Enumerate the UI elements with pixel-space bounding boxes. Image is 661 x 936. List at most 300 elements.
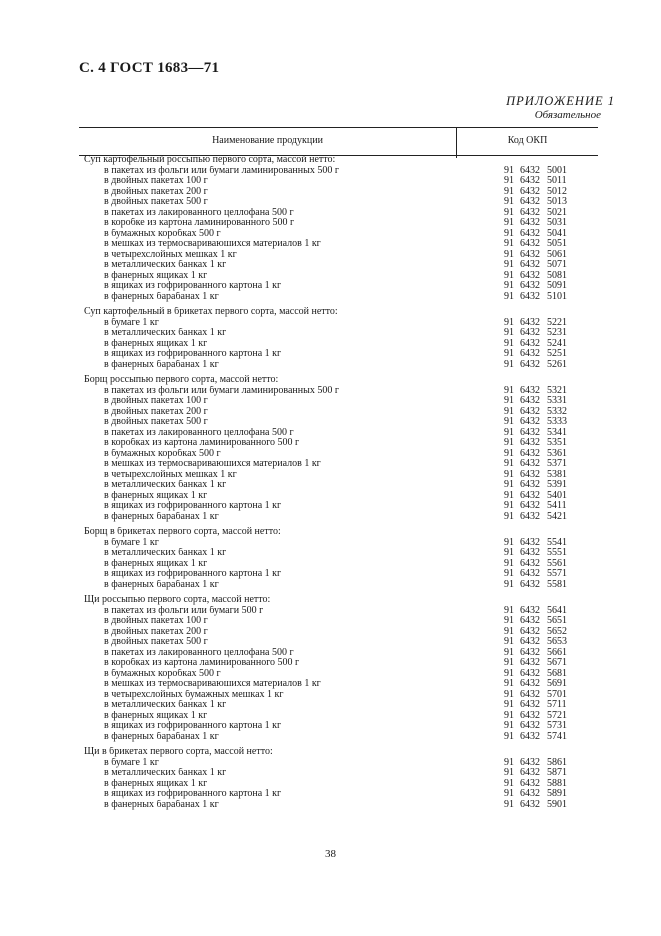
group-title-row xyxy=(84,527,574,538)
okp-code-part-2: 6432 xyxy=(520,699,540,710)
okp-code-part-2: 6432 xyxy=(520,175,540,186)
table-row xyxy=(84,438,574,449)
okp-code xyxy=(504,658,574,669)
okp-code-part-3: 5031 xyxy=(547,217,567,228)
table-row xyxy=(84,690,574,701)
table-row xyxy=(84,512,574,523)
product-name: в ящиках из гофрированного картона 1 кг xyxy=(104,501,282,511)
group-title-row xyxy=(84,307,574,318)
okp-code-part-1: 91 xyxy=(504,479,514,490)
okp-code-part-3: 5261 xyxy=(547,358,567,370)
product-name: в мешках из термосвариваюшихся материалов 1 кг xyxy=(104,459,321,469)
okp-code xyxy=(504,292,574,303)
okp-code-part-2: 6432 xyxy=(520,206,540,218)
product-name: в фанерных барабанах 1 кг xyxy=(104,731,219,742)
okp-code-part-1: 91 xyxy=(504,720,514,731)
table-row xyxy=(84,271,574,282)
okp-code xyxy=(504,459,574,470)
table-row xyxy=(84,239,574,250)
okp-code xyxy=(504,417,574,428)
okp-code-part-3: 5041 xyxy=(547,227,567,239)
okp-code-part-3: 5401 xyxy=(547,489,567,501)
okp-code-part-1: 91 xyxy=(504,316,514,328)
okp-code-part-1: 91 xyxy=(504,699,514,710)
okp-code-part-1: 91 xyxy=(504,175,514,186)
group-title-row xyxy=(84,155,574,166)
product-name: в бумаге 1 кг xyxy=(104,537,159,548)
table-row xyxy=(84,491,574,502)
okp-code-part-1: 91 xyxy=(504,290,514,302)
product-name: в фанерных барабанах 1 кг xyxy=(104,359,219,370)
okp-code-part-3: 5541 xyxy=(547,536,567,548)
okp-code-part-2: 6432 xyxy=(520,578,540,590)
okp-code-part-3: 5081 xyxy=(547,269,567,281)
okp-code-part-3: 5741 xyxy=(547,730,567,742)
okp-code-part-2: 6432 xyxy=(520,604,540,616)
okp-code xyxy=(504,721,574,732)
table-row xyxy=(84,292,574,303)
group-title-row xyxy=(84,375,574,386)
okp-code-part-1: 91 xyxy=(504,777,514,789)
table-header xyxy=(79,127,598,156)
product-group xyxy=(84,155,574,302)
okp-code-part-3: 5691 xyxy=(547,678,567,689)
okp-code-part-2: 6432 xyxy=(520,196,540,207)
product-name: в двойных пакетах 100 г xyxy=(104,616,208,626)
product-name: в коробке из картона ламинированного 500 г xyxy=(104,218,295,228)
okp-code-part-3: 5381 xyxy=(547,468,567,480)
okp-code-part-1: 91 xyxy=(504,358,514,370)
okp-code xyxy=(504,569,574,580)
product-name: в двойных пакетах 200 г xyxy=(104,186,208,197)
group-title: Щи россыпью первого сорта, массой нетто: xyxy=(84,595,271,605)
okp-code-part-3: 5221 xyxy=(547,316,567,328)
group-title: Борщ россыпью первого сорта, массой нетто: xyxy=(84,375,279,385)
okp-code-part-2: 6432 xyxy=(520,625,540,637)
table-row xyxy=(84,559,574,570)
product-name: в металлических банках 1 кг xyxy=(104,328,227,338)
product-name: в двойных пакетах 500 г xyxy=(104,417,208,427)
okp-code-part-3: 5241 xyxy=(547,337,567,349)
product-name: в двойных пакетах 100 г xyxy=(104,396,208,406)
product-name: в коробках из картона ламинированного 500 г xyxy=(104,658,300,668)
group-title-row xyxy=(84,595,574,606)
okp-code-part-2: 6432 xyxy=(520,777,540,789)
product-name: в мешках из термосвариваюшихся материалов 1 кг xyxy=(104,239,321,249)
table-row xyxy=(84,669,574,680)
okp-code xyxy=(504,438,574,449)
okp-code-part-1: 91 xyxy=(504,500,514,511)
product-group xyxy=(84,595,574,742)
okp-code-part-3: 5071 xyxy=(547,259,567,270)
okp-code-part-2: 6432 xyxy=(520,678,540,689)
okp-code-part-3: 5061 xyxy=(547,248,567,260)
product-name: в пакетах из лакированного целлофана 500 г xyxy=(104,207,294,218)
product-name: в пакетах из лакированного целлофана 500 г xyxy=(104,647,294,658)
okp-code xyxy=(504,732,574,743)
okp-code-part-1: 91 xyxy=(504,615,514,626)
table-row xyxy=(84,318,574,329)
product-name: в ящиках из гофрированного картона 1 кг xyxy=(104,349,282,359)
okp-code-part-2: 6432 xyxy=(520,657,540,668)
okp-code-part-3: 5371 xyxy=(547,458,567,469)
product-name: в металлических банках 1 кг xyxy=(104,548,227,558)
product-name: в бумаге 1 кг xyxy=(104,757,159,768)
okp-code-part-2: 6432 xyxy=(520,327,540,338)
okp-code-part-3: 5013 xyxy=(547,196,567,207)
okp-code-part-3: 5861 xyxy=(547,756,567,768)
product-name: в пакетах из фольги или бумаги ламинированных 500 г xyxy=(104,385,339,396)
okp-code-part-3: 5231 xyxy=(547,327,567,338)
okp-code-part-1: 91 xyxy=(504,678,514,689)
group-title: Суп картофельный в брикетах первого сорта, массой нетто: xyxy=(84,307,338,317)
okp-code-part-2: 6432 xyxy=(520,489,540,501)
table-row xyxy=(84,721,574,732)
okp-code-part-2: 6432 xyxy=(520,667,540,679)
table-row xyxy=(84,606,574,617)
okp-code-part-3: 5551 xyxy=(547,547,567,558)
okp-code-part-1: 91 xyxy=(504,756,514,768)
product-name: в фанерных барабанах 1 кг xyxy=(104,799,219,810)
product-name: в пакетах из лакированного целлофана 500 г xyxy=(104,427,294,438)
okp-code-part-2: 6432 xyxy=(520,316,540,328)
okp-code-part-3: 5721 xyxy=(547,709,567,721)
table-row xyxy=(84,208,574,219)
product-name: в металлических банках 1 кг xyxy=(104,480,227,490)
okp-code-part-1: 91 xyxy=(504,395,514,406)
okp-code-part-1: 91 xyxy=(504,426,514,438)
appendix-subtitle: Обязательное xyxy=(534,109,601,121)
document-header: С. 4 ГОСТ 1683—71 xyxy=(79,60,220,76)
table-row xyxy=(84,339,574,350)
product-name: в коробках из картона ламинированного 500 г xyxy=(104,438,300,448)
okp-code-part-1: 91 xyxy=(504,568,514,579)
okp-code-part-1: 91 xyxy=(504,348,514,359)
okp-code-part-3: 5051 xyxy=(547,238,567,249)
okp-code xyxy=(504,349,574,360)
okp-code-part-1: 91 xyxy=(504,337,514,349)
okp-code-part-2: 6432 xyxy=(520,479,540,490)
okp-code-part-2: 6432 xyxy=(520,688,540,700)
okp-code-part-2: 6432 xyxy=(520,238,540,249)
table-row xyxy=(84,658,574,669)
okp-code xyxy=(504,328,574,339)
table-row xyxy=(84,281,574,292)
okp-code-part-1: 91 xyxy=(504,547,514,558)
table-row xyxy=(84,428,574,439)
table-row xyxy=(84,580,574,591)
okp-code-part-3: 5011 xyxy=(547,175,567,186)
okp-code-part-2: 6432 xyxy=(520,468,540,480)
okp-code-part-2: 6432 xyxy=(520,568,540,579)
okp-code-part-2: 6432 xyxy=(520,426,540,438)
table-row xyxy=(84,616,574,627)
column-header-name: Наименование продукции xyxy=(212,135,323,146)
table-row xyxy=(84,800,574,811)
table-row xyxy=(84,538,574,549)
okp-code xyxy=(504,637,574,648)
okp-code-part-3: 5711 xyxy=(547,699,567,710)
okp-code-part-1: 91 xyxy=(504,536,514,548)
okp-code-part-2: 6432 xyxy=(520,348,540,359)
okp-code-part-2: 6432 xyxy=(520,646,540,658)
table-row xyxy=(84,218,574,229)
okp-code-part-3: 5651 xyxy=(547,615,567,626)
table-row xyxy=(84,229,574,240)
product-name: в ящиках из гофрированного картона 1 кг xyxy=(104,569,282,579)
okp-code-part-1: 91 xyxy=(504,667,514,679)
product-name: в фанерных барабанах 1 кг xyxy=(104,579,219,590)
okp-code-part-3: 5881 xyxy=(547,777,567,789)
product-name: в двойных пакетах 500 г xyxy=(104,197,208,207)
product-name: в бумажных коробках 500 г xyxy=(104,228,221,239)
okp-code-part-2: 6432 xyxy=(520,510,540,522)
product-name: в бумаге 1 кг xyxy=(104,317,159,328)
table-row xyxy=(84,417,574,428)
okp-code-part-2: 6432 xyxy=(520,636,540,647)
product-name: в металлических банках 1 кг xyxy=(104,768,227,778)
okp-code-part-2: 6432 xyxy=(520,798,540,810)
table-row xyxy=(84,501,574,512)
table-row xyxy=(84,711,574,722)
product-name: в четырехслойных мешках 1 кг xyxy=(104,249,237,260)
table-row xyxy=(84,569,574,580)
okp-code xyxy=(504,396,574,407)
okp-code xyxy=(504,512,574,523)
okp-code-part-2: 6432 xyxy=(520,615,540,626)
okp-code-part-3: 5101 xyxy=(547,290,567,302)
okp-code-part-1: 91 xyxy=(504,185,514,197)
okp-code-part-3: 5332 xyxy=(547,405,567,417)
page-number: 38 xyxy=(325,848,336,860)
column-header-code: Код ОКП xyxy=(507,135,548,146)
okp-code-part-3: 5361 xyxy=(547,447,567,459)
product-name: в мешках из термосвариваюшихся материалов 1 кг xyxy=(104,679,321,689)
okp-code-part-2: 6432 xyxy=(520,557,540,569)
table-row xyxy=(84,360,574,371)
okp-code-part-1: 91 xyxy=(504,447,514,459)
table-row xyxy=(84,187,574,198)
product-name: в металлических банках 1 кг xyxy=(104,260,227,270)
okp-code-part-1: 91 xyxy=(504,788,514,799)
okp-code-part-1: 91 xyxy=(504,604,514,616)
okp-code-part-2: 6432 xyxy=(520,709,540,721)
table-row xyxy=(84,470,574,481)
okp-code-part-3: 5891 xyxy=(547,788,567,799)
okp-code xyxy=(504,768,574,779)
okp-code-part-1: 91 xyxy=(504,327,514,338)
okp-code-part-1: 91 xyxy=(504,709,514,721)
okp-code-part-2: 6432 xyxy=(520,720,540,731)
okp-code xyxy=(504,480,574,491)
okp-code-part-1: 91 xyxy=(504,196,514,207)
okp-code-part-1: 91 xyxy=(504,269,514,281)
okp-code-part-3: 5653 xyxy=(547,636,567,647)
table-row xyxy=(84,648,574,659)
okp-code-part-2: 6432 xyxy=(520,358,540,370)
okp-code xyxy=(504,260,574,271)
okp-code-part-1: 91 xyxy=(504,280,514,291)
table-row xyxy=(84,166,574,177)
product-name: в четырехслойных мешках 1 кг xyxy=(104,469,237,480)
okp-code-part-3: 5012 xyxy=(547,185,567,197)
okp-code-part-3: 5871 xyxy=(547,767,567,778)
product-group xyxy=(84,307,574,370)
okp-code-part-1: 91 xyxy=(504,458,514,469)
group-title: Суп картофельный россыпью первого сорта, массой нетто: xyxy=(84,155,336,165)
okp-code-part-1: 91 xyxy=(504,384,514,396)
okp-code-part-1: 91 xyxy=(504,259,514,270)
product-name: в бумажных коробках 500 г xyxy=(104,448,221,459)
product-group xyxy=(84,747,574,810)
table-row xyxy=(84,700,574,711)
okp-code-part-2: 6432 xyxy=(520,217,540,228)
product-group xyxy=(84,375,574,522)
okp-code-part-2: 6432 xyxy=(520,384,540,396)
okp-code-part-1: 91 xyxy=(504,767,514,778)
okp-code-part-3: 5021 xyxy=(547,206,567,218)
okp-code-part-3: 5681 xyxy=(547,667,567,679)
okp-code-part-3: 5411 xyxy=(547,500,567,511)
okp-code-part-1: 91 xyxy=(504,510,514,522)
okp-code xyxy=(504,281,574,292)
product-name: в фанерных ящиках 1 кг xyxy=(104,490,208,501)
table-row xyxy=(84,349,574,360)
appendix-label: ПРИЛОЖЕНИЕ 1 xyxy=(506,94,615,108)
okp-code-part-3: 5001 xyxy=(547,164,567,176)
product-name: в фанерных барабанах 1 кг xyxy=(104,291,219,302)
okp-code-part-2: 6432 xyxy=(520,458,540,469)
product-name: в ящиках из гофрированного картона 1 кг xyxy=(104,721,282,731)
table-row xyxy=(84,459,574,470)
okp-code-part-2: 6432 xyxy=(520,447,540,459)
table-row xyxy=(84,260,574,271)
okp-code-part-1: 91 xyxy=(504,578,514,590)
table-row xyxy=(84,250,574,261)
okp-code-part-3: 5661 xyxy=(547,646,567,658)
okp-code xyxy=(504,800,574,811)
table-row xyxy=(84,449,574,460)
okp-code xyxy=(504,679,574,690)
okp-code-part-1: 91 xyxy=(504,238,514,249)
okp-code-part-3: 5901 xyxy=(547,798,567,810)
okp-code-part-1: 91 xyxy=(504,688,514,700)
product-name: в фанерных барабанах 1 кг xyxy=(104,511,219,522)
product-name: в четырехслойных бумажных мешках 1 кг xyxy=(104,689,284,700)
okp-code-part-2: 6432 xyxy=(520,227,540,239)
table-row xyxy=(84,758,574,769)
okp-code-part-3: 5321 xyxy=(547,384,567,396)
okp-code-part-1: 91 xyxy=(504,489,514,501)
okp-code-part-3: 5641 xyxy=(547,604,567,616)
okp-code-part-3: 5091 xyxy=(547,280,567,291)
okp-code-part-3: 5331 xyxy=(547,395,567,406)
okp-code xyxy=(504,700,574,711)
okp-code-part-1: 91 xyxy=(504,416,514,427)
okp-code-part-1: 91 xyxy=(504,657,514,668)
okp-code-part-1: 91 xyxy=(504,437,514,448)
okp-code-part-1: 91 xyxy=(504,164,514,176)
okp-code-part-3: 5333 xyxy=(547,416,567,427)
okp-code-part-1: 91 xyxy=(504,206,514,218)
okp-code-part-1: 91 xyxy=(504,217,514,228)
okp-code xyxy=(504,218,574,229)
product-name: в двойных пакетах 100 г xyxy=(104,176,208,186)
product-name: в пакетах из фольги или бумаги 500 г xyxy=(104,605,264,616)
table-row xyxy=(84,386,574,397)
okp-code-part-1: 91 xyxy=(504,730,514,742)
table-row xyxy=(84,396,574,407)
product-group xyxy=(84,527,574,590)
table-row xyxy=(84,768,574,779)
product-name: в бумажных коробках 500 г xyxy=(104,668,221,679)
table-row xyxy=(84,176,574,187)
okp-code xyxy=(504,239,574,250)
okp-code-part-2: 6432 xyxy=(520,405,540,417)
okp-code-part-3: 5671 xyxy=(547,657,567,668)
okp-code-part-1: 91 xyxy=(504,646,514,658)
okp-code-part-2: 6432 xyxy=(520,280,540,291)
product-name: в фанерных ящиках 1 кг xyxy=(104,558,208,569)
okp-code-part-3: 5581 xyxy=(547,578,567,590)
okp-code xyxy=(504,789,574,800)
okp-code-part-2: 6432 xyxy=(520,259,540,270)
okp-code xyxy=(504,360,574,371)
okp-code-part-3: 5701 xyxy=(547,688,567,700)
product-name: в двойных пакетах 500 г xyxy=(104,637,208,647)
okp-code-part-2: 6432 xyxy=(520,185,540,197)
okp-code-part-2: 6432 xyxy=(520,547,540,558)
table-row xyxy=(84,679,574,690)
product-name: в пакетах из фольги или бумаги ламинированных 500 г xyxy=(104,165,339,176)
okp-code-part-1: 91 xyxy=(504,798,514,810)
okp-code-part-2: 6432 xyxy=(520,788,540,799)
product-name: в ящиках из гофрированного картона 1 кг xyxy=(104,789,282,799)
okp-code-part-2: 6432 xyxy=(520,756,540,768)
okp-code-part-1: 91 xyxy=(504,248,514,260)
okp-code xyxy=(504,197,574,208)
product-name: в ящиках из гофрированного картона 1 кг xyxy=(104,281,282,291)
table-row xyxy=(84,407,574,418)
okp-code-part-2: 6432 xyxy=(520,767,540,778)
okp-code-part-3: 5561 xyxy=(547,557,567,569)
product-name: в металлических банках 1 кг xyxy=(104,700,227,710)
table-row xyxy=(84,197,574,208)
okp-code-part-3: 5391 xyxy=(547,479,567,490)
okp-code-part-2: 6432 xyxy=(520,164,540,176)
product-name: в фанерных ящиках 1 кг xyxy=(104,338,208,349)
okp-code-part-1: 91 xyxy=(504,636,514,647)
okp-code-part-1: 91 xyxy=(504,227,514,239)
product-name: в фанерных ящиках 1 кг xyxy=(104,270,208,281)
okp-code-part-2: 6432 xyxy=(520,730,540,742)
product-name: в фанерных ящиках 1 кг xyxy=(104,710,208,721)
table-row xyxy=(84,779,574,790)
okp-code xyxy=(504,548,574,559)
okp-code-part-2: 6432 xyxy=(520,290,540,302)
group-title: Борщ в брикетах первого сорта, массой нетто: xyxy=(84,527,281,537)
table-row xyxy=(84,548,574,559)
table-row xyxy=(84,732,574,743)
table-row xyxy=(84,637,574,648)
okp-code-part-1: 91 xyxy=(504,468,514,480)
product-table xyxy=(84,155,574,815)
product-name: в двойных пакетах 200 г xyxy=(104,406,208,417)
okp-code-part-3: 5421 xyxy=(547,510,567,522)
product-name: в фанерных ящиках 1 кг xyxy=(104,778,208,789)
okp-code-part-2: 6432 xyxy=(520,395,540,406)
okp-code-part-3: 5351 xyxy=(547,437,567,448)
